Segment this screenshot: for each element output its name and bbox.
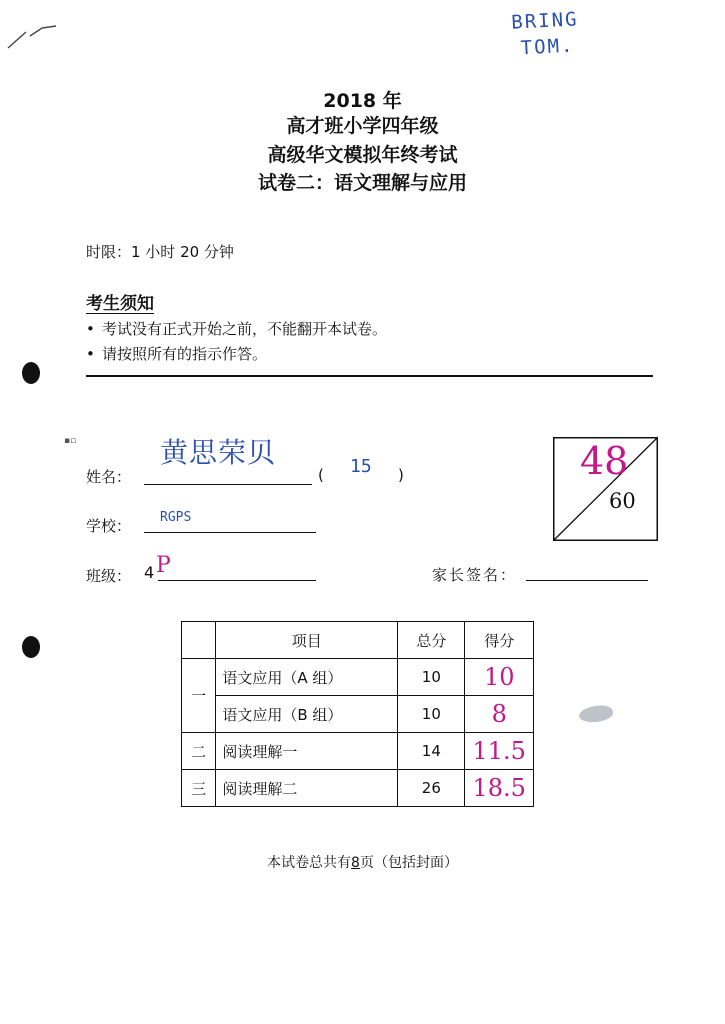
- page-count-note: [0, 852, 725, 872]
- school-line: 高才班小学四年级: [286, 115, 439, 137]
- bullet-icon: •: [86, 320, 95, 338]
- school-label: 学校：: [86, 517, 132, 535]
- total-cell: 10: [398, 659, 465, 696]
- handwritten-corner-note: [511, 6, 581, 61]
- exam-title: 高级华文模拟年终考试: [267, 144, 458, 166]
- header-section: [182, 622, 216, 659]
- total-cell: 14: [398, 733, 465, 770]
- instruction-text: 请按照所有的指示作答。: [102, 345, 268, 363]
- name-value: 黄思荣贝: [160, 436, 277, 469]
- class-number-value: 15: [350, 456, 372, 477]
- class-line-field[interactable]: [158, 580, 316, 581]
- score-total: 60: [609, 489, 636, 513]
- item-cell: 语文应用（B 组）: [216, 696, 398, 733]
- score-table: [181, 621, 534, 807]
- score-cell: 18.5: [465, 770, 534, 807]
- page-count-prefix: 本试卷总共有: [267, 855, 352, 871]
- item-cell: 阅读理解一: [216, 733, 398, 770]
- section-cell: 二: [182, 733, 216, 770]
- bullet-icon: •: [86, 345, 95, 363]
- time-limit: 时限：1 小时 20 分钟: [86, 243, 234, 261]
- header-item: 项目: [216, 622, 398, 659]
- table-row: [182, 659, 534, 696]
- section-cell: 一: [182, 659, 216, 733]
- item-cell: 语文应用（A 组）: [216, 659, 398, 696]
- corner-note-line-1: BRING: [510, 8, 580, 34]
- score-cell: 11.5: [465, 733, 534, 770]
- score-obtained: 48: [580, 439, 629, 483]
- table-header-row: [182, 622, 534, 659]
- paper-title: 试卷二：语文理解与应用: [257, 172, 467, 194]
- instruction-text: 考试没有正式开始之前，不能翻开本试卷。: [102, 320, 388, 338]
- page-count-number: 8: [351, 855, 360, 871]
- table-row: [182, 770, 534, 807]
- header-score: 得分: [465, 622, 534, 659]
- total-cell: 26: [398, 770, 465, 807]
- class-label: 班级：: [86, 567, 132, 585]
- parent-signature-line[interactable]: [526, 580, 648, 581]
- total-cell: 10: [398, 696, 465, 733]
- score-cell: 8: [465, 696, 534, 733]
- score-cell: 10: [465, 659, 534, 696]
- name-line[interactable]: [144, 484, 312, 485]
- instruction-item: [86, 318, 387, 339]
- paren-open: (: [318, 466, 324, 484]
- pencil-scribble: [4, 18, 64, 56]
- divider: [86, 375, 653, 377]
- table-row: [182, 696, 534, 733]
- school-value: RGPS: [160, 510, 192, 525]
- stray-mark: ▪▫: [64, 436, 77, 446]
- table-row: [182, 733, 534, 770]
- instructions-title: 考生须知: [86, 294, 154, 314]
- class-value: P: [156, 553, 171, 578]
- paren-close: ): [398, 466, 404, 484]
- school-line-field[interactable]: [144, 532, 316, 533]
- item-cell: 阅读理解二: [216, 770, 398, 807]
- parent-signature-label: 家长签名：: [432, 566, 518, 584]
- ink-smudge: [578, 703, 615, 726]
- class-prefix: 4: [144, 563, 155, 582]
- name-label: 姓名：: [86, 468, 132, 486]
- section-cell: 三: [182, 770, 216, 807]
- instruction-item: [86, 343, 267, 364]
- page-count-suffix: 页（包括封面）: [359, 855, 458, 871]
- punch-hole: [22, 362, 40, 384]
- header-total: 总分: [398, 622, 465, 659]
- exam-year: 2018 年: [323, 90, 402, 112]
- punch-hole: [22, 636, 40, 658]
- corner-note-line-2: TOM.: [520, 34, 575, 60]
